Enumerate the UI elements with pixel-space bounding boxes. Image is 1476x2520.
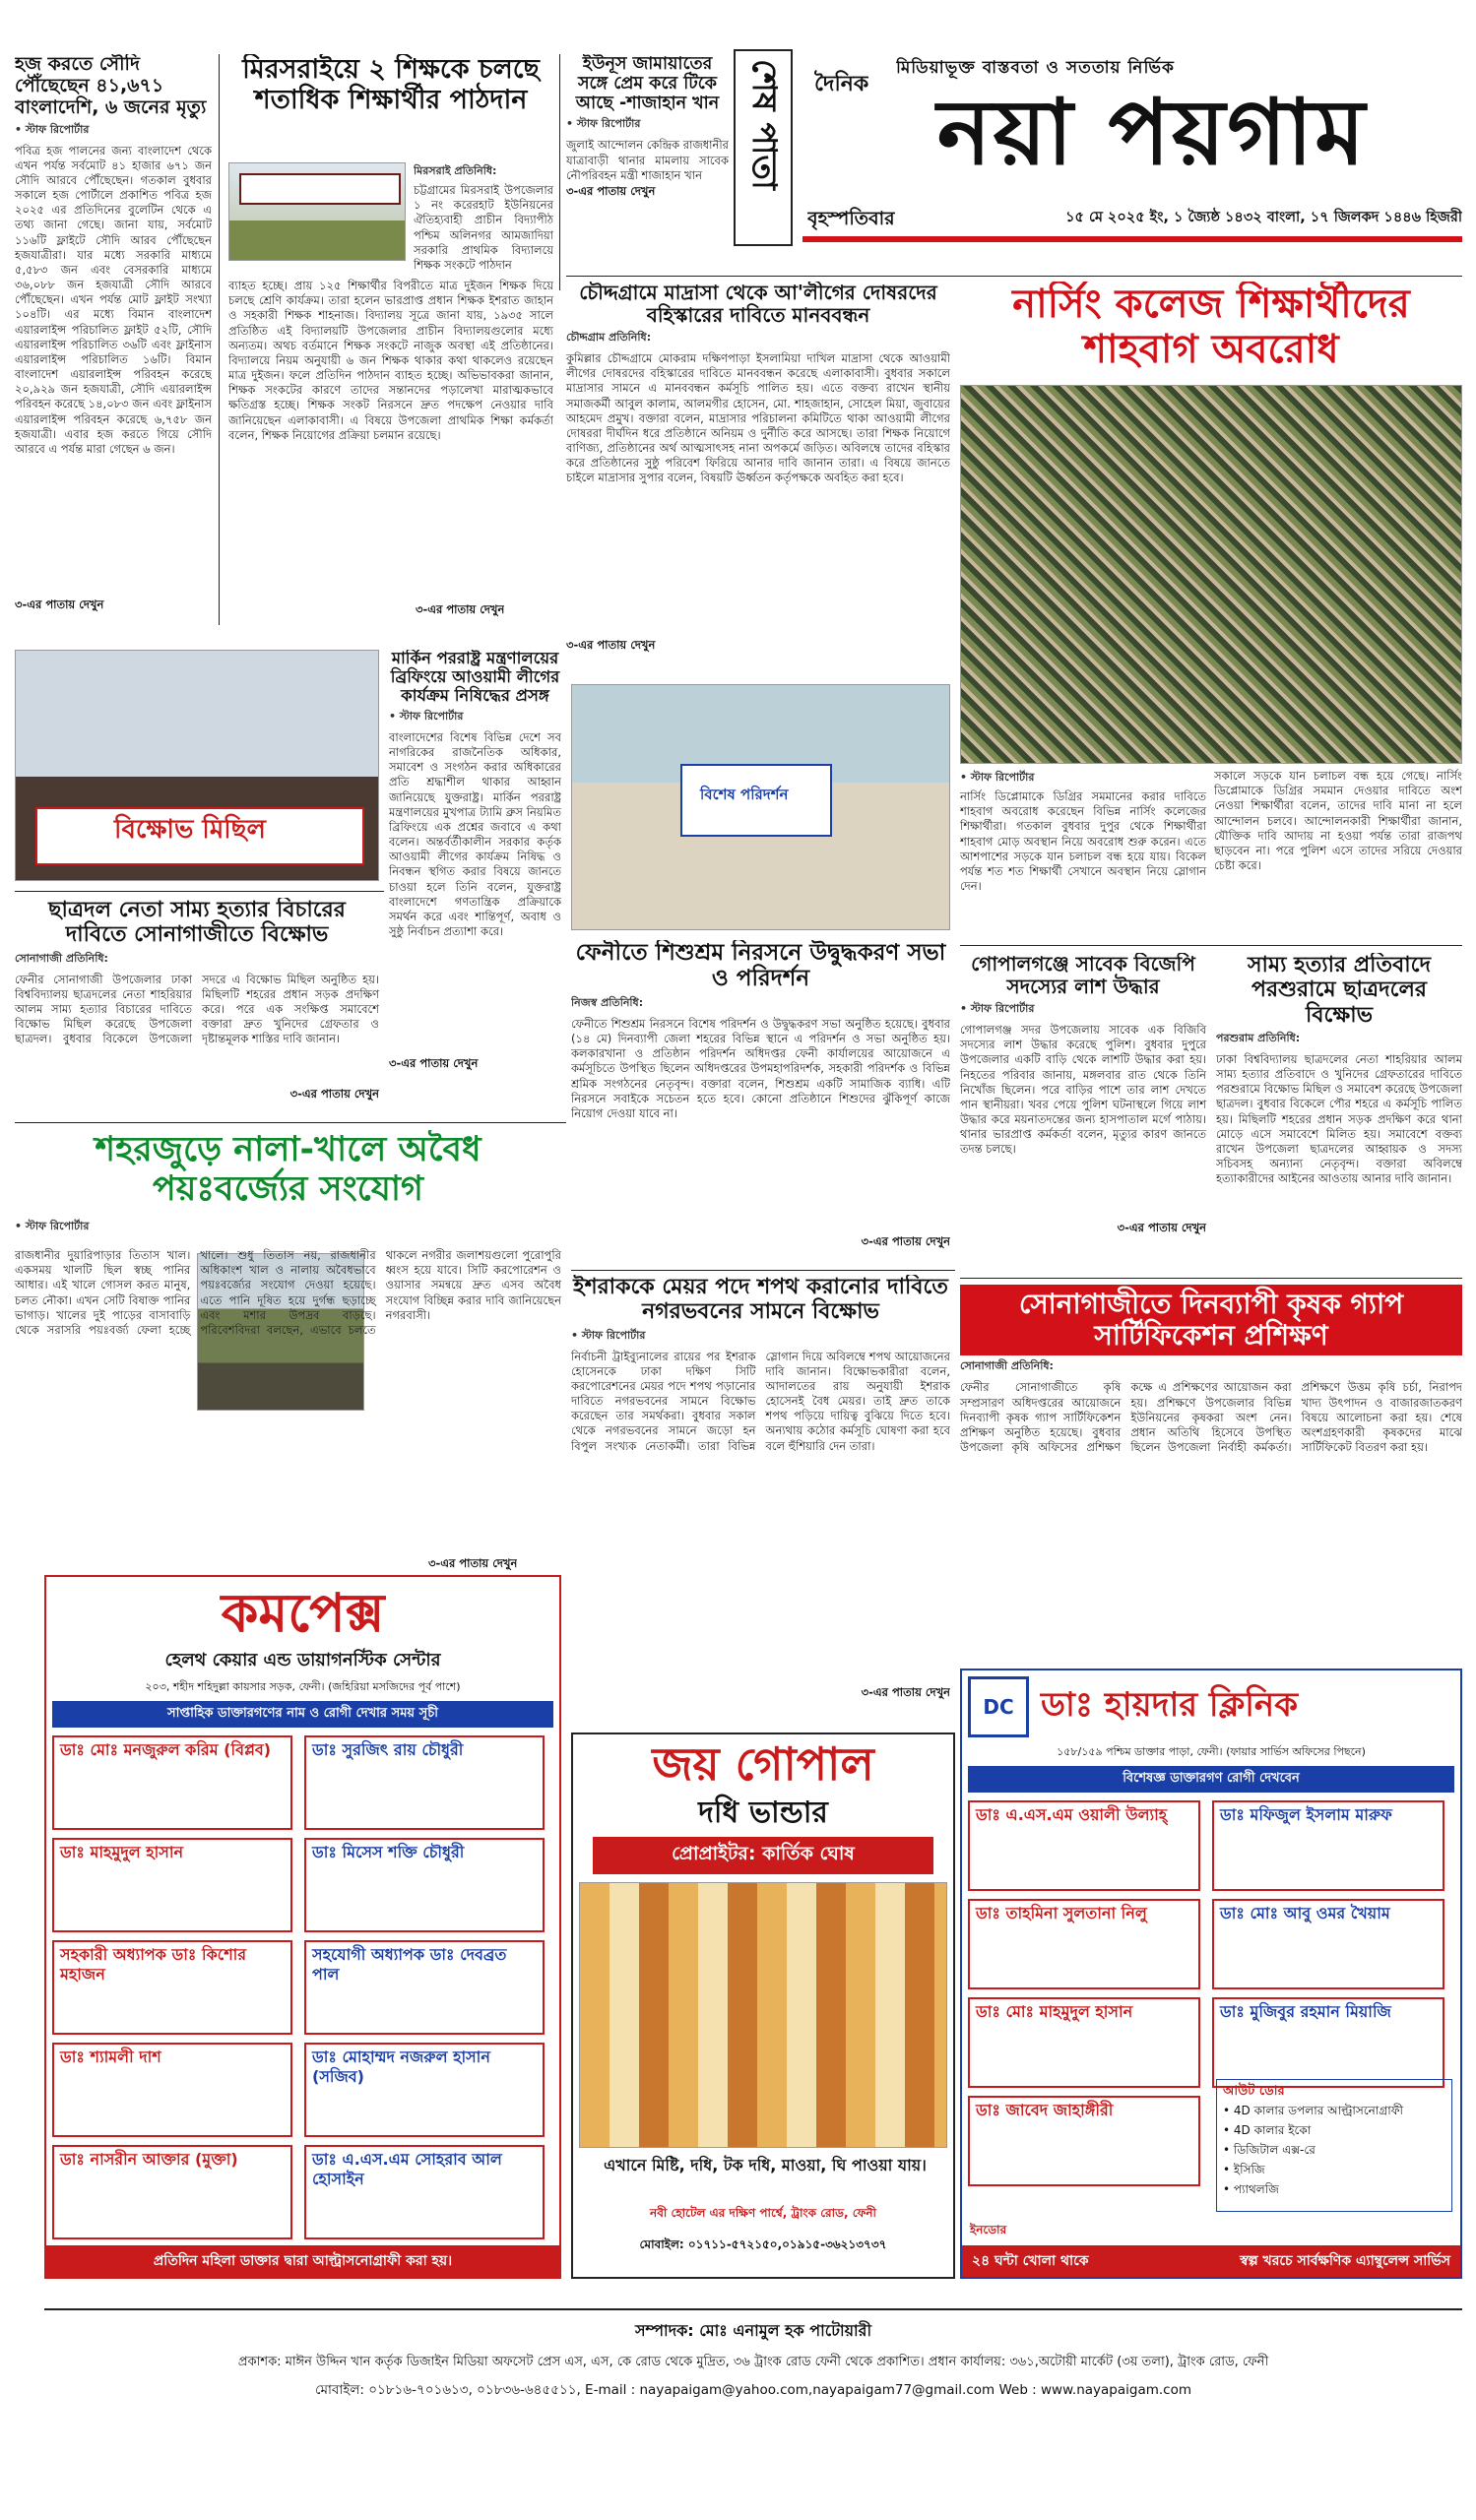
byline: নিজস্ব প্রতিনিধি:	[571, 995, 644, 1009]
continued-link[interactable]: ৩-এর পাতায় দেখুন	[15, 597, 104, 611]
doctor-name: ডাঃ মোঃ মাহমুদুল হাসান	[976, 2002, 1133, 2021]
story-feni-child-labour	[571, 940, 950, 1265]
doctor-name: ডাঃ মুজিবুর রহমান মিয়াজি	[1220, 2002, 1391, 2021]
story-body: পবিত্র হজ পালনের জন্য বাংলাদেশ থেকে এখন পর্যন্ত সর্বমোট ৪১ হাজার ৬৭১ জন সৌদি আরবে পৌঁছেছেন। গতকাল বুধবার সকালে হজ পোর্টালে প্রকাশিত পবিত্র হজ ২০২৫ এর প্রতিদিনের বুলেটিন থেকে এ তথ্য জানা গেছে। জানা যায়, সর্বমোট ১১৬টি ফ্লাইটে সৌদি আরব পৌঁছেছেন হজযাত্রীরা। যার মধ্যে সরকারি মাধ্যমে ৫,৫৮৩ জন এবং বেসরকারি মাধ্যমে ৩৬,০৮৮ জন হজযাত্রী সৌদি আরবে পৌঁছেছেন। এখন পর্যন্ত মোট ফ্লাইট সংখ্যা ১০৪টি। এর মধ্যে বিমান বাংলাদেশ এয়ারলাইন্স পরিচালিত ফ্লাইট ৫২টি, সৌদি এয়ারলাইন্স পরিচালিত ৩৬টি এবং ফ্লাইনাস এয়ারলাইন্স পরিচালিত ১৬টি। বিমান বাংলাদেশ এয়ারলাইন্স পরিবহন করেছে ২০,৯২৯ জন হজযাত্রী, সৌদি এয়ারলাইন্স পরিবহন করেছে ১৪,০৮৩ জন এবং ফ্লাইনাস এয়ারলাইন্স পরিবহন করেছে ৬,৭৫৮ জন হজযাত্রী। এবার হজ করতে গিয়ে সৌদি আরবে এ পর্যন্ত মারা গেছেন ৬ জন।	[15, 143, 212, 456]
date-line: ১৫ মে ২০২৫ ইং, ১ জ্যৈষ্ঠ ১৪৩২ বাংলা, ১৭ জিলকদ ১৪৪৬ হিজরী	[1065, 210, 1462, 225]
ad-name: জয় গোপাল	[652, 1737, 874, 1791]
doctor-name: ডাঃ জাবেদ জাহাঙ্গীরী	[976, 2101, 1114, 2119]
headline[interactable]: ছাত্রদল নেতা সাম্য হত্যার বিচারের দাবিতে সোনাগাজীতে বিক্ষোভ	[48, 898, 346, 948]
doctor-card	[304, 1838, 545, 1932]
headline[interactable]: নার্সিং কলেজ শিক্ষার্থীদের শাহবাগ অবরোধ	[1012, 282, 1410, 372]
doctor-card	[52, 2145, 292, 2239]
horizontal-rule	[960, 1278, 1462, 1279]
ad-joy-gopal-sweets[interactable]	[571, 1732, 955, 2279]
doctor-name: ডাঃ শ্যামলী দাশ	[60, 2048, 161, 2066]
feni-team-photo	[571, 684, 950, 930]
story-body: ফেনীতে শিশুশ্রম নিরসনে বিশেষ পরিদর্শন ও উদ্বুদ্ধকরণ সভা অনুষ্ঠিত হয়েছে। বুধবার (১৪ মে) দিনব্যাপী জেলা শহরের বিভিন্ন স্থানে এ পরিদর্শন ও সভা অনুষ্ঠিত হয়। কলকারখানা ও প্রতিষ্ঠান পরিদর্শন অধিদপ্তর ফেনী কার্যালয়ের আয়োজনে এ কর্মসূচিতে উপস্থিত ছিলেন অধিদপ্তরের উপমহাপরিদর্শক, সহকারী পরিদর্শক ও বিভিন্ন শ্রমিক সংগঠনের নেতৃবৃন্দ। বক্তারা বলেন, শিশুশ্রম একটি সামাজিক ব্যাধি। এটি নিরসনে সবাইকে সচেতন হতে হবে। কোনো প্রতিষ্ঠানে শিশুদের ঝুঁকিপূর্ণ কাজে নিয়োগ দেওয়া যাবে না।	[571, 1016, 950, 1120]
protest-banner-photo	[15, 650, 379, 881]
headline[interactable]: চৌদ্দগ্রামে মাদ্রাসা থেকে আ'লীগের দোষরদের বহিস্কারের দাবিতে মানববন্ধন	[579, 282, 937, 327]
ad-footer: প্রতিদিন মহিলা ডাক্তার দ্বারা আল্ট্রাসনোগ্রাফী করা হয়।	[46, 2245, 559, 2277]
footer-right: স্বল্প খরচে সার্বক্ষণিক এ্যাম্বুলেন্স সার্ভিস	[1240, 2253, 1450, 2269]
story-sonagazi-protest	[15, 898, 379, 1124]
story-parshuram	[1216, 953, 1462, 1278]
column-rule	[219, 54, 220, 625]
ad-banner: সাপ্তাহিক ডাক্তারগণের নাম ও রোগী দেখার সময় সূচী	[52, 1701, 553, 1728]
horizontal-rule	[960, 945, 1462, 946]
horizontal-rule	[566, 276, 1462, 277]
service-title: আউট ডোর	[1223, 2084, 1285, 2099]
service-list	[1223, 2103, 1445, 2201]
byline: • স্টাফ রিপোর্টার	[566, 117, 641, 131]
doctor-name: ডাঃ মিসেস শক্তি চৌধুরী	[312, 1843, 465, 1861]
story-sonagazi-farm	[960, 1285, 1462, 1669]
doctor-card	[52, 1940, 292, 2035]
byline: সোনাগাজী প্রতিনিধি:	[15, 951, 108, 965]
service-item: • ডিজিটাল এক্স-রে	[1223, 2143, 1316, 2157]
continued-link[interactable]: ৩-এর পাতায় দেখুন	[428, 1556, 518, 1570]
continued-link[interactable]: ৩-এর পাতায় দেখুন	[416, 602, 505, 616]
horizontal-rule	[571, 1270, 955, 1271]
headline[interactable]: ফেনীতে শিশুশ্রম নিরসনে উদ্বুদ্ধকরণ সভা ও পরিদর্শন	[575, 940, 946, 992]
gopalganj-story	[960, 953, 1206, 1268]
continued-link[interactable]: ৩-এর পাতায় দেখুন	[566, 183, 656, 198]
ad-subtitle: দধি ভান্ডার	[698, 1796, 828, 1830]
byline: পরশুরাম প্রতিনিধি:	[1216, 1031, 1301, 1044]
service-item: • ইসিজি	[1223, 2163, 1265, 2176]
ad-proprietor: প্রোপ্রাইটর: কার্তিক ঘোষ	[593, 1837, 933, 1874]
story-body: নার্সিং ডিপ্লোমাকে ডিগ্রির সমমানের করার দাবিতে শাহবাগ অবরোধ করেছেন বিভিন্ন নার্সিং কলেজের শিক্ষার্থীরা। গতকাল বুধবার দুপুর থেকে শিক্ষার্থীরা শাহবাগ মোড় অবস্থান নিয়ে অবরোধ শুরু করেন। এতে আশপাশের সড়কে যান চলাচল বন্ধ হয়ে যায়। বিকেল পর্যন্ত শত শত শিক্ষার্থী সেখানে অবস্থান নিয়ে স্লোগান দেন।	[960, 789, 1206, 894]
ad-footer	[962, 2245, 1460, 2277]
school-photo	[228, 162, 406, 261]
doctor-name: ডাঃ মোহাম্মদ নজরুল হাসান (সজিব)	[312, 2048, 490, 2086]
continued-link[interactable]: ৩-এর পাতায় দেখুন	[1117, 1221, 1206, 1234]
story-body: ব্যাহত হচ্ছে। প্রায় ১২৫ শিক্ষার্থীর বিপরীতে মাত্র দুইজন শিক্ষক দিয়ে চলছে শ্রেণি কার্যক্রম। তারা হলেন ভারপ্রাপ্ত প্রধান শিক্ষক ইশরাত জাহান ও সহকারী শিক্ষক শাহনাজ। বিদ্যালয় সূত্রে জানা যায়, ১৯৩৫ সালে প্রতিষ্ঠিত এই বিদ্যালয়টি উপজেলার প্রাচীন বিদ্যালয়গুলোর মধ্যে অন্যতম। অথচ বর্তমানে শিক্ষক সংকটে নাজুক অবস্থা এই প্রতিষ্ঠানের। বিদ্যালয়ে নিয়ম অনুযায়ী ৬ জন শিক্ষক থাকার কথা থাকলেও রয়েছেন মাত্র দুইজন। ফলে প্রতিদিন পাঠদান ব্যাহত হচ্ছে। অভিভাবকরা জানান, শিক্ষক সংকটের কারণে তাদের সন্তানদের পড়ালেখা মারাত্মকভাবে ক্ষতিগ্রস্ত হচ্ছে। শিক্ষক সংকট নিরসনে দ্রুত পদক্ষেপ নেওয়ার দাবি জানিয়েছেন এলাকাবাসী। এ বিষয়ে উপজেলা প্রাথমিক শিক্ষা কর্মকর্তা বলেন, শিক্ষক নিয়োগের প্রক্রিয়া চলমান রয়েছে।	[228, 279, 553, 442]
indoor-label: ইনডোর	[970, 2223, 1007, 2236]
doctor-name: ডাঃ এ.এস.এম ওয়ালী উল্যাহ্	[976, 1805, 1168, 1824]
story-body: কুমিল্লার চৌদ্দগ্রামে মোকরাম দক্ষিণপাড়া ইসলামিয়া দাখিল মাদ্রাসা থেকে আওয়ামী লীগের দোষরদের বহিস্কারের দাবিতে মানববন্ধন করেছে এলাকাবাসী। বুধবার সকালে মাদ্রাসার সামনে এ মানববন্ধন কর্মসূচি পালিত হয়। এতে বক্তব্য রাখেন স্থানীয় সমাজকর্মী আবুল কালাম, আলমগীর হোসেন, মো. শাহজাহান, সোহেল মিয়া, জুবায়ের আহমেদ প্রমুখ। বক্তারা বলেন, মাদ্রাসার পরিচালনা কমিটিতে থাকা আওয়ামী লীগের দোষররা দীর্ঘদিন ধরে প্রতিষ্ঠানে অনিয়ম ও দুর্নীতি করে আসছে। তারা শিক্ষক নিয়োগে বাণিজ্য, প্রতিষ্ঠানের অর্থ আত্মসাৎসহ নানা অপকর্মে জড়িত। অবিলম্বে তাদের বহিস্কার করে প্রতিষ্ঠানের সুষ্ঠু পরিবেশ ফিরিয়ে আনার দাবি জানান তারা। এ বিষয়ে জানতে চাইলে মাদ্রাসার সুপার বলেন, বিষয়টি ঊর্ধ্বতন কর্তৃপক্ষকে অবহিত করা হবে।	[566, 351, 950, 485]
paper-name-logo: নয়া পয়গাম	[936, 80, 1368, 185]
doctor-card	[968, 1899, 1200, 1989]
doctor-list	[46, 1732, 559, 2243]
doctor-card	[1212, 1997, 1444, 2088]
doctor-card	[968, 1997, 1200, 2088]
horizontal-rule	[15, 891, 384, 892]
horizontal-rule	[15, 1122, 566, 1123]
story-body: বাংলাদেশের বিশেষ বিভিন্ন দেশে সব নাগরিকের রাজনৈতিক অধিকার, সমাবেশ ও সংগঠন করার অধিকারের প্রতি শ্রদ্ধাশীল থাকার আহ্বান জানিয়েছে যুক্তরাষ্ট্র। মার্কিন পররাষ্ট্র মন্ত্রণালয়ের মুখপাত্র ট্যামি ব্রুস নিয়মিত ব্রিফিংয়ে এক প্রশ্নের জবাবে এ কথা বলেন। অন্তর্বর্তীকালীন সরকার কর্তৃক আওয়ামী লীগের কার্যক্রম নিষিদ্ধ ও নিবন্ধন স্থগিত করার বিষয়ে জানতে চাওয়া হলে তিনি বলেন, যুক্তরাষ্ট্র বাংলাদেশে গণতান্ত্রিক প্রক্রিয়াকে সমর্থন করে এবং শান্তিপূর্ণ, অবাধ ও সুষ্ঠু নির্বাচন প্রত্যাশা করে।	[389, 729, 561, 939]
doctor-name: ডাঃ সুরজিৎ রায় চৌধুরী	[312, 1740, 464, 1759]
gopalganj	[926, 953, 927, 954]
service-item: • 4D কালার ইকো	[1223, 2123, 1312, 2137]
doctor-name: সহকারী অধ্যাপক ডাঃ কিশোর মহাজন	[60, 1945, 247, 1984]
doctor-name: ডাঃ মোঃ আবু ওমর খৈয়াম	[1220, 1904, 1390, 1922]
byline: • স্টাফ রিপোর্টার	[571, 1328, 646, 1342]
doctor-card	[968, 2096, 1200, 2186]
editor-line: সম্পাদক: মোঃ এনামুল হক পাটোয়ারী	[634, 2321, 872, 2340]
ad-subtitle: হেলথ কেয়ার এন্ড ডায়াগনস্টিক সেন্টার	[164, 1650, 441, 1670]
byline: সোনাগাজী প্রতিনিধি:	[960, 1359, 1054, 1373]
story-body-intro: চট্টগ্রামের মিরসরাই উপজেলার ১ নং করেরহাট ইউনিয়নের ঐতিহ্যবাহী প্রাচীন বিদ্যাপীঠ পশ্চিম অলিনগর আমজাদিয়া সরকারি প্রাথমিক বিদ্যালয়ে শিক্ষক সংকটে পাঠদান	[414, 183, 553, 272]
doctor-card	[304, 1940, 545, 2035]
continued-link[interactable]: ৩-এর পাতায় দেখুন	[389, 1055, 479, 1070]
doctor-name: ডাঃ এ.এস.এম সোহরাব আল হোসাইন	[312, 2150, 502, 2188]
ad-address: ২০৩, শহীদ শহিদুল্লা কায়সার সড়ক, ফেনী। (জহিরিয়া মসজিদের পূর্ব পাশে)	[145, 1680, 461, 1693]
tagline: মিডিয়াভূক্ত বাস্তবতা ও সততায় নির্ভিক	[896, 58, 1175, 78]
byline: মিরসরাই প্রতিনিধি:	[414, 164, 497, 177]
doctor-card	[304, 2043, 545, 2137]
doctor-card	[52, 1735, 292, 1830]
continued-link[interactable]: ৩-এর পাতায় দেখুন	[861, 1233, 950, 1248]
doctor-card	[1212, 1800, 1444, 1891]
headline[interactable]: সাম্য হত্যার প্রতিবাদে পরশুরামে ছাত্রদলের বিক্ষোভ	[1248, 953, 1431, 1028]
byline: • স্টাফ রিপোর্টার	[15, 1219, 90, 1232]
story-body: নির্বাচনী ট্রাইব্যুনালের রায়ের পর ইশরাক হোসেনকে ঢাকা দক্ষিণ সিটি করপোরেশনের মেয়র পদে শপথ পড়ানোর দাবিতে নগরভবনের সামনে বিক্ষোভ করেছেন তার সমর্থকরা। বুধবার সকাল থেকে নগরভবনের সামনে জড়ো হন বিপুল সংখ্যক নেতাকর্মী। তারা বিভিন্ন স্লোগান দিয়ে অবিলম্বে শপথ আয়োজনের দাবি জানান। বিক্ষোভকারীরা বলেন, আদালতের রায় অনুযায়ী ইশরাক হোসেনই বৈধ মেয়র। তাই দ্রুত তাকে শপথ পড়িয়ে দায়িত্ব বুঝিয়ে দিতে হবে। অন্যথায় কঠোর কর্মসূচি ঘোষণা করা হবে বলে হুঁশিয়ারি দেন তারা।	[571, 1349, 950, 1453]
doctor-card	[304, 2145, 545, 2239]
byline: • স্টাফ রিপোর্টার	[960, 771, 1035, 784]
continued-link[interactable]: ৩-এর পাতায় দেখুন	[289, 1086, 379, 1101]
story-madrasa	[566, 282, 950, 675]
doctor-name: ডাঃ তাহমিনা সুলতানা নিলু	[976, 1904, 1147, 1922]
headline-text: সোনাগাজীতে দিনব্যাপী কৃষক গ্যাপ সার্টিফিকেশন প্রশিক্ষণ	[1018, 1288, 1404, 1353]
paper-prefix: দৈনিক	[814, 72, 869, 96]
ad-logo-name: কমপেক্স	[221, 1582, 385, 1644]
contact-line: মোবাইল: ০১৮১৬-৭০১৬১৩, ০১৮৩৬-৬৪৫৫১১, E-mail : nayapaigam@yahoo.com,nayapaigam77@gmail.com Web : www.nayapaigam.com	[315, 2382, 1191, 2398]
doctor-card	[52, 2043, 292, 2137]
imprint-footer	[44, 2308, 1462, 2436]
service-box	[1216, 2079, 1452, 2212]
service-item: • 4D কালার ডপলার আল্ট্রাসনোগ্রাফী	[1223, 2104, 1403, 2117]
headline[interactable]	[960, 1285, 1462, 1355]
story-mirsharai	[228, 54, 553, 625]
headline[interactable]: ইশরাককে মেয়র পদে শপথ করানোর দাবিতে নগরভবনের সামনে বিক্ষোভ	[573, 1275, 948, 1325]
column-rule	[559, 54, 560, 290]
ad-address: ১৫৮/১৫৯ পশ্চিম ডাক্তার পাড়া, ফেনী। (ফায়ার সার্ভিস অফিসের পিছনে)	[1057, 1745, 1366, 1758]
byline: চৌদ্দগ্রাম প্রতিনিধি:	[566, 331, 652, 344]
headline[interactable]: মিরসরাইয়ে ২ শিক্ষকে চলছে শতাধিক শিক্ষার্থীর পাঠদান	[242, 54, 540, 116]
doctor-card	[304, 1735, 545, 1830]
headline[interactable]: শহরজুড়ে নালা-খালে অবৈধ পয়ঃবর্জ্যের সংযোগ	[95, 1130, 481, 1210]
banner-text: বিক্ষোভ মিছিল	[114, 815, 266, 845]
section-vertical-label: শেষ পাতা	[734, 49, 793, 246]
doctor-name: সহযোগী অধ্যাপক ডাঃ দেবব্রত পাল	[312, 1945, 507, 1984]
clinic-logo-icon: DC	[968, 1676, 1029, 1737]
story-ishraq	[571, 1275, 950, 1728]
story-body: ফেনীর সোনাগাজী উপজেলার ঢাকা বিশ্ববিদ্যালয় ছাত্রদলের নেতা শাহরিয়ার আলম সাম্য হত্যার বিচারের দাবিতে বিক্ষোভ মিছিল করেছে উপজেলা ছাত্রদল। বুধবার বিকেলে উপজেলা সদরে এ বিক্ষোভ মিছিল অনুষ্ঠিত হয়। মিছিলটি শহরের প্রধান সড়ক প্রদক্ষিণ করে। পরে এক সংক্ষিপ্ত সমাবেশে বক্তারা দ্রুত খুনিদের গ্রেফতার ও দৃষ্টান্তমূলক শাস্তির দাবি জানান।	[15, 972, 379, 1046]
ad-phone: মোবাইল: ০১৭১১-৫৭২১৫০,০১৯১৫-৩৬২১৩৭৩৭	[639, 2237, 887, 2251]
footer-left: ২৪ ঘন্টা খোলা থাকে	[972, 2253, 1089, 2269]
story-body: রাজধানীর দুয়ারিপাড়ার তিতাস খাল। একসময় খালটি ছিল স্বচ্ছ পানির আধার। এই খালে গোসল করত মানুষ, চলত নৌকা। এখন সেটি বিষাক্ত পানির ভাগাড়। খালের দুই পাড়ের বাসাবাড়ি থেকে সরাসরি পয়ঃবর্জ্য ফেলা হচ্ছে খালে। শুধু তিতাস নয়, রাজধানীর অধিকাংশ খাল ও নালায় অবৈধভাবে পয়ঃবর্জ্যের সংযোগ দেওয়া হয়েছে। এতে পানি দূষিত হয়ে দুর্গন্ধ ছড়াচ্ছে এবং মশার উপদ্রব বাড়ছে। পরিবেশবিদরা বলছেন, এভাবে চলতে থাকলে নগরীর জলাশয়গুলো পুরোপুরি ধ্বংস হয়ে যাবে। সিটি করপোরেশন ও ওয়াসার সমন্বয়ে দ্রুত এসব অবৈধ সংযোগ বিচ্ছিন্ন করার দাবি জানিয়েছেন নগরবাসী।	[15, 1248, 561, 1337]
headline[interactable]: মার্কিন পররাষ্ট্র মন্ত্রণালয়ের ব্রিফিংয়ে আওয়ামী লীগের কার্যক্রম নিষিদ্ধের প্রসঙ্গ	[390, 650, 560, 705]
doctor-card	[52, 1838, 292, 1932]
doctor-card	[968, 1800, 1200, 1891]
ad-offer: এখানে মিষ্টি, দধি, টক দধি, মাওয়া, ঘি পাওয়া যায়।	[604, 2156, 927, 2174]
doctor-name: ডাঃ মফিজুল ইসলাম মারুফ	[1220, 1805, 1392, 1824]
story-yunus	[566, 54, 729, 271]
sweets-photo	[579, 1882, 947, 2148]
story-us-briefing	[389, 650, 561, 1102]
continued-link[interactable]: ৩-এর পাতায় দেখুন	[861, 1684, 950, 1699]
ad-haider-clinic[interactable]	[960, 1669, 1462, 2279]
headline[interactable]: গোপালগঞ্জে সাবেক বিজেপি সদস্যের লাশ উদ্ধার	[971, 953, 1195, 998]
story-body: জুলাই আন্দোলন কেন্দ্রিক রাজধানীর যাত্রাবাড়ী থানার মামলায় সাবেক নৌপরিবহন মন্ত্রী শাজাহান খান	[566, 138, 729, 182]
masthead-underline	[802, 236, 1462, 242]
ad-banner: বিশেষজ্ঞ ডাক্তারগণ রোগী দেখবেন	[968, 1766, 1454, 1793]
service-item: • প্যাথলজি	[1223, 2182, 1279, 2196]
masthead	[734, 49, 1462, 251]
headline[interactable]: ইউনূস জামায়াতের সঙ্গে প্রেম করে টিকে আছে -শাজাহান খান	[575, 54, 720, 114]
protest-crowd-photo	[960, 385, 1462, 764]
story-body: ঢাকা বিশ্ববিদ্যালয় ছাত্রদলের নেতা শাহরিয়ার আলম সাম্য হত্যার প্রতিবাদে ও খুনিদের গ্রেফতারের দাবিতে পরশুরামে বিক্ষোভ মিছিল ও সমাবেশ করেছে উপজেলা ছাত্রদল। বুধবার বিকেলে পৌর শহরে এ কর্মসূচি পালিত হয়। মিছিলটি শহরের প্রধান সড়ক প্রদক্ষিণ করে থানা মোড়ে এসে সমাবেশে মিলিত হয়। সমাবেশে বক্তব্য রাখেন উপজেলা ছাত্রদলের আহ্বায়ক ও সদস্য সচিবসহ অন্যান্য নেতৃবৃন্দ। বক্তারা অবিলম্বে হত্যাকারীদের আইনের আওতায় আনার দাবি জানান।	[1216, 1051, 1462, 1186]
ad-name: ডাঃ হায়দার ক্লিনিক	[1041, 1684, 1299, 1725]
story-body: ফেনীর সোনাগাজীতে কৃষি সম্প্রসারণ অধিদপ্তরের আয়োজনে দিনব্যাপী কৃষক গ্যাপ সার্টিফিকেশন প্রশিক্ষণ অনুষ্ঠিত হয়েছে। বুধবার উপজেলা কৃষি অফিসের প্রশিক্ষণ কক্ষে এ প্রশিক্ষণের আয়োজন করা হয়। প্রশিক্ষণে উপজেলার বিভিন্ন ইউনিয়নের কৃষকরা অংশ নেন। প্রধান অতিথি হিসেবে উপস্থিত ছিলেন উপজেলা নির্বাহী কর্মকর্তা। প্রশিক্ষণে উত্তম কৃষি চর্চা, নিরাপদ খাদ্য উৎপাদন ও বাজারজাতকরণ বিষয়ে আলোচনা করা হয়। শেষে অংশগ্রহণকারী কৃষকদের মাঝে সার্টিফিকেট বিতরণ করা হয়।	[960, 1380, 1462, 1455]
doctor-name: ডাঃ মোঃ মনজুরুল করিম (বিপ্লব)	[60, 1740, 272, 1759]
weekday: বৃহস্পতিবার	[807, 208, 895, 229]
doctor-card	[1212, 1899, 1444, 1989]
story-drain	[15, 1130, 561, 1578]
story-body: গোপালগঞ্জ সদর উপজেলায় সাবেক এক বিজিবি সদস্যের লাশ উদ্ধার করেছে পুলিশ। বুধবার দুপুরে উপজেলার একটি বাড়ি থেকে লাশটি উদ্ধার করা হয়। নিহতের পরিবার জানায়, মঙ্গলবার রাত থেকে তিনি নিখোঁজ ছিলেন। পরে বাড়ির পাশে তার লাশ দেখতে পান স্থানীয়রা। খবর পেয়ে পুলিশ ঘটনাস্থলে গিয়ে লাশ উদ্ধার করে ময়নাতদন্তের জন্য হাসপাতাল মর্গে পাঠায়। থানার ভারপ্রাপ্ত কর্মকর্তা বলেন, মৃত্যুর কারণ জানতে তদন্ত চলছে।	[960, 1023, 1206, 1157]
byline: • স্টাফ রিপোর্টার	[15, 122, 90, 136]
ad-address: নবী হোটেল এর দক্ষিণ পার্শ্বে, ট্রাংক রোড, ফেনী	[650, 2206, 876, 2220]
publisher-line: প্রকাশক: মাঈন উদ্দিন খান কর্তৃক ডিজাইন মিডিয়া অফসেট প্রেস এস, এস, কে রোড থেকে মুদ্রিত, ৩৬ ট্রাংক রোড ফেনী থেকে প্রকাশিত। প্রধান কার্যালয়: ৩৬১,অটোয়ী মার্কেট (৩য় তলা), ট্রাংক রোড, ফেনী	[237, 2355, 1269, 2369]
byline: • স্টাফ রিপোর্টার	[960, 1002, 1035, 1015]
continued-link[interactable]: ৩-এর পাতায় দেখুন	[566, 638, 656, 652]
doctor-name: ডাঃ মাহমুদুল হাসান	[60, 1843, 184, 1861]
byline: • স্টাফ রিপোর্টার	[389, 709, 464, 723]
headline[interactable]: হজ করতে সৌদি পৌঁছেছেন ৪১,৬৭১ বাংলাদেশি, ৬ জনের মৃত্যু	[15, 54, 207, 118]
photo-banner-text: বিশেষ পরিদর্শন	[700, 786, 789, 803]
story-hajj	[15, 54, 212, 625]
story-body-right: সকালে সড়কে যান চলাচল বন্ধ হয়ে গেছে। নার্সিং ডিপ্লোমাকে ডিগ্রির সমমান দেওয়ার দাবিতে অংশ নেওয়া শিক্ষার্থীরা বলেন, তাদের দাবি মানা না হলে আন্দোলন চলবে। আন্দোলনকারী শিক্ষার্থীরা জানান, যৌক্তিক দাবি আদায় না হওয়া পর্যন্ত তারা রাজপথ ছাড়বেন না। পরে পুলিশ এসে তাদের সরিয়ে দেওয়ার চেষ্টা করে।	[1214, 769, 1462, 873]
story-nursing	[960, 282, 1462, 941]
ad-compact-diagnostic[interactable]	[44, 1575, 561, 2279]
doctor-name: ডাঃ নাসরীন আক্তার (মুক্তা)	[60, 2150, 238, 2169]
